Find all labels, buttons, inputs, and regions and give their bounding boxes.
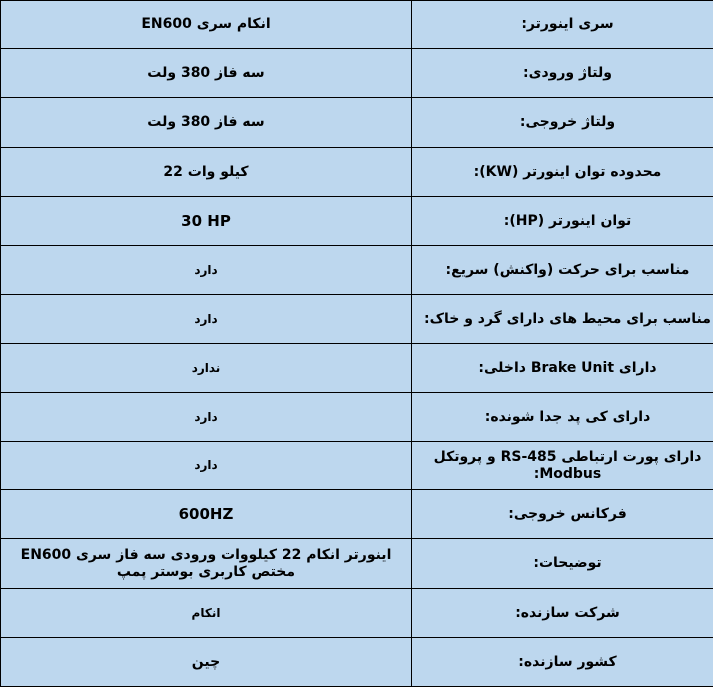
spec-value: دارد	[1, 295, 412, 344]
spec-label: دارای Brake Unit داخلی:	[412, 344, 713, 393]
spec-label: محدوده توان اینورتر (KW):	[412, 148, 713, 197]
spec-value: سه فاز 380 ولت	[1, 49, 412, 98]
table-row	[1, 638, 713, 687]
table-row	[1, 490, 713, 539]
table-row	[1, 1, 713, 49]
table-row	[1, 98, 713, 148]
spec-value: دارد	[1, 393, 412, 442]
spec-value: دارد	[1, 442, 412, 490]
spec-label: سری اینورتر:	[412, 1, 713, 49]
spec-value: 30 HP	[1, 197, 412, 246]
table-row	[1, 393, 713, 442]
spec-value: دارد	[1, 246, 412, 295]
table-row	[1, 148, 713, 197]
spec-value: چین	[1, 638, 412, 687]
spec-value: 600HZ	[1, 490, 412, 539]
table-row	[1, 246, 713, 295]
table-row	[1, 295, 713, 344]
spec-label: ولتاژ خروجی:	[412, 98, 713, 148]
table-row	[1, 442, 713, 490]
spec-label: توان اینورتر (HP):	[412, 197, 713, 246]
table-row	[1, 49, 713, 98]
spec-label: دارای پورت ارتباطی RS-485 و پروتکل Modbus:	[412, 442, 713, 490]
table-row	[1, 589, 713, 638]
spec-label: مناسب برای حرکت (واکنش) سریع:	[412, 246, 713, 295]
spec-value: انکام سری EN600	[1, 1, 412, 49]
spec-value: ندارد	[1, 344, 412, 393]
spec-value: کیلو وات 22	[1, 148, 412, 197]
spec-label: کشور سازنده:	[412, 638, 713, 687]
table-row	[1, 197, 713, 246]
spec-value: سه فاز 380 ولت	[1, 98, 412, 148]
spec-value: اینورتر انکام 22 کیلووات ورودی سه فاز سری EN600 مختص کاربری بوستر پمپ	[1, 539, 412, 589]
spec-label: توضیحات:	[412, 539, 713, 589]
table-row	[1, 539, 713, 589]
table-row	[1, 344, 713, 393]
spec-label: ولتاژ ورودی:	[412, 49, 713, 98]
spec-label: فرکانس خروجی:	[412, 490, 713, 539]
spec-label: مناسب برای محیط های دارای گرد و خاک:	[412, 295, 713, 344]
spec-label: دارای کی پد جدا شونده:	[412, 393, 713, 442]
spec-label: شرکت سازنده:	[412, 589, 713, 638]
spec-value: انکام	[1, 589, 412, 638]
